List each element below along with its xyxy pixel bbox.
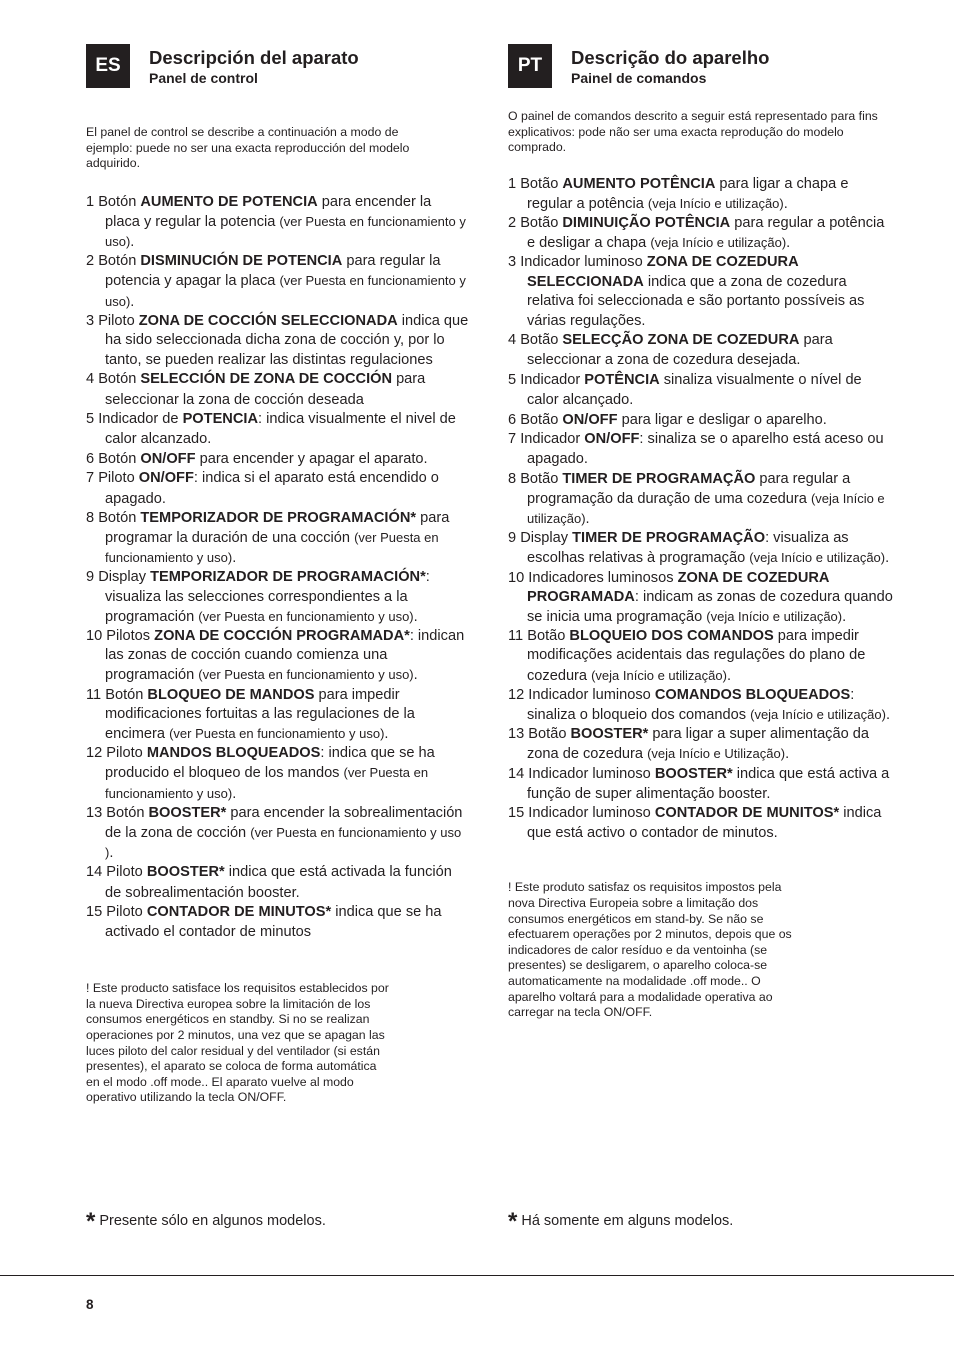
item-number: 1 (86, 193, 95, 210)
list-item (86, 627, 470, 686)
item-reference: (veja Início e utilização) (750, 706, 886, 722)
item-description: para regular la potencia y apagar la placa (105, 253, 441, 290)
list-item (508, 804, 893, 843)
list-item (508, 371, 893, 410)
item-control-name: DIMINUIÇÃO POTÊNCIA (562, 214, 731, 231)
item-prefix: Indicadores luminosos (528, 569, 678, 586)
item-description: para programar la duración de una cocción (105, 509, 450, 546)
item-number: 7 (508, 431, 517, 448)
item-number: 14 (508, 765, 525, 782)
section-subtitle-pt: Painel de comandos (571, 70, 707, 86)
item-control-name: BLOQUEIO DOS COMANDOS (569, 628, 774, 645)
item-reference: (ver Puesta en funcionamiento y uso) (105, 213, 466, 249)
item-description: para impedir modificaciones fortuitas a las regulaciones de la encimera (105, 686, 415, 742)
list-item (86, 312, 470, 371)
item-prefix: Botão (527, 628, 570, 645)
item-prefix: Botón (106, 804, 149, 821)
item-description: para encender y apagar el aparato. (195, 451, 428, 468)
item-prefix: Botón (105, 686, 148, 703)
item-reference: (veja Início e utilização) (591, 667, 727, 683)
asterisk-mark: * (86, 1208, 96, 1235)
item-prefix: Piloto (106, 745, 147, 762)
list-item (508, 627, 893, 686)
item-prefix: Botão (520, 411, 563, 428)
item-number: 2 (508, 214, 517, 231)
item-control-name: TEMPORIZADOR DE PROGRAMACIÓN* (140, 509, 417, 526)
item-control-name: TIMER DE PROGRAMAÇÃO (562, 470, 756, 487)
item-prefix: Indicador luminoso (528, 805, 655, 821)
item-reference: (ver Puesta en funcionamiento y uso) (105, 273, 466, 309)
item-number: 1 (508, 175, 517, 192)
item-control-name: BOOSTER* (146, 864, 225, 881)
list-item (86, 568, 470, 627)
item-control-name: MANDOS BLOQUEADOS (146, 745, 321, 762)
item-control-name: BOOSTER* (148, 804, 227, 821)
language-badge-pt: PT (508, 44, 552, 88)
list-item (86, 449, 470, 469)
section-subtitle-es: Panel de control (149, 70, 258, 86)
item-end: . (783, 195, 788, 212)
item-control-name: TEMPORIZADOR DE PROGRAMACIÓN* (150, 569, 426, 586)
section-header-pt (508, 44, 893, 92)
portuguese-column (508, 44, 893, 1021)
item-reference: (veja Início e utilização) (650, 235, 787, 251)
item-description: indica que se ha activado el contador de minutos (105, 903, 442, 941)
item-description: indica que a zona de cozedura relativa foi seleccionada e são portanto possíveis as várias regulações. (527, 273, 865, 329)
item-number: 14 (86, 864, 103, 881)
item-end: . (109, 845, 114, 862)
section-title-es: Descripción del aparato (149, 47, 359, 68)
item-number: 3 (86, 312, 95, 329)
item-number: 4 (508, 332, 517, 349)
item-prefix: Indicador (520, 431, 585, 448)
item-reference: (ver Puesta en funcionamiento y uso) (105, 765, 429, 801)
item-description: : sinaliza se o aparelho está aceso ou apagado. (527, 431, 884, 468)
list-item (86, 744, 470, 804)
item-end: . (786, 235, 791, 252)
list-item (508, 430, 893, 469)
list-item (508, 175, 893, 214)
control-list-es (86, 193, 470, 943)
item-reference: (ver Puesta en funcionamiento y uso ) (105, 825, 462, 861)
item-end: . (130, 233, 135, 250)
item-description: para seleccionar a zona de cozedura desejada. (527, 332, 833, 369)
item-reference: (ver Puesta en funcionamiento y uso) (169, 725, 385, 741)
standby-note-pt: ! Este produto satisfaz os requisitos impostos pela nova Directiva Europeia sobre a limitação dos consumos energéticos em stand-by. Se não se efectuarem operações por 2 minutos, depois que os indicadores de calor resíduo e da ventoinha (se presentes) se desligarem, o aparelho coloca-se automaticamente na modalidade .off mode.. O aparelho voltará para a modalidade operativa ao carregar na tecla ON/OFF. (508, 880, 792, 1020)
item-description: para regular a potência e desligar a chapa (527, 214, 885, 252)
item-prefix: Piloto (98, 312, 139, 329)
item-description: para encender la sobrealimentación de la zona de cocción (105, 804, 463, 841)
list-item (86, 469, 470, 508)
item-description: para impedir modificações acidentais das regulações do plano de cozedura (527, 628, 866, 684)
list-item (86, 863, 470, 902)
item-number: 6 (508, 411, 517, 428)
footer-divider (0, 1275, 954, 1276)
section-title-pt: Descrição do aparelho (571, 47, 770, 68)
list-item (86, 903, 470, 942)
item-description: : indica que se ha producido el bloqueo de los mandos (105, 745, 435, 782)
item-end: . (585, 510, 590, 527)
item-prefix: Botão (520, 214, 563, 231)
item-prefix: Display (98, 569, 151, 586)
item-description: : indican las zonas de cocción cuando comienza una programación (105, 627, 465, 684)
item-control-name: CONTADOR DE MUNITOS* (654, 805, 840, 821)
item-end: . (885, 550, 890, 567)
item-reference: (ver Puesta en funcionamiento y uso) (198, 608, 414, 624)
item-description: : indica si el aparato está encendido o apagado. (105, 470, 439, 507)
list-item (508, 725, 893, 764)
item-description: : indicam as zonas de cozedura quando se inicia uma programação (527, 588, 893, 625)
item-control-name: ZONA DE COCCIÓN SELECCIONADA (138, 312, 398, 329)
item-reference: (veja Início e utilização) (749, 550, 886, 566)
item-reference: (veja Início e Utilização) (647, 746, 786, 762)
item-prefix: Botão (520, 175, 563, 192)
item-prefix: Botão (520, 332, 563, 349)
item-prefix: Piloto (98, 470, 139, 487)
item-control-name: POTÊNCIA (584, 371, 660, 388)
item-control-name: ON/OFF (138, 470, 194, 487)
item-control-name: CONTADOR DE MINUTOS* (146, 903, 332, 920)
footnote-es (86, 1208, 326, 1235)
item-reference: (ver Puesta en funcionamiento y uso) (198, 667, 414, 683)
item-prefix: Indicador luminoso (520, 254, 647, 271)
item-prefix: Botão (528, 726, 571, 743)
item-control-name: BOOSTER* (570, 726, 649, 743)
item-prefix: Piloto (106, 864, 147, 881)
item-control-name: ON/OFF (562, 411, 618, 428)
list-item (508, 470, 893, 530)
item-description: sinaliza visualmente o nível de calor alcançado. (527, 371, 862, 408)
item-control-name: ZONA DE COCCIÓN PROGRAMADA* (154, 627, 410, 644)
item-reference: (ver Puesta en funcionamiento y uso) (105, 529, 439, 566)
item-description: : sinaliza o bloqueio dos comandos (527, 686, 855, 723)
item-control-name: COMANDOS BLOQUEADOS (654, 686, 851, 703)
item-number: 11 (508, 628, 524, 645)
list-item (508, 331, 893, 370)
item-control-name: TIMER DE PROGRAMAÇÃO (572, 530, 766, 547)
item-prefix: Botón (98, 451, 141, 468)
item-number: 5 (508, 371, 517, 388)
control-list-pt (508, 175, 893, 844)
list-item (86, 410, 470, 449)
item-description: indica que está activada la función de sobrealimentación booster. (105, 864, 452, 901)
item-prefix: Botón (98, 371, 141, 388)
item-prefix: Indicador (520, 371, 585, 388)
item-end: . (885, 706, 891, 723)
item-number: 12 (86, 745, 103, 762)
footnote-pt (508, 1208, 734, 1235)
item-description: : visualiza as escolhas relativas à programação (527, 530, 849, 567)
item-reference: (veja Início e utilização) (527, 490, 885, 526)
item-number: 13 (86, 804, 103, 821)
item-number: 8 (508, 470, 517, 487)
item-description: para regular a programação da duração de uma cozedura (527, 470, 851, 507)
item-end: . (413, 667, 418, 684)
item-prefix: Indicador luminoso (528, 765, 655, 782)
item-number: 15 (508, 805, 525, 821)
list-item (86, 370, 470, 409)
intro-text-es: El panel de control se describe a continuación a modo de ejemplo: puede no ser una exacta reproducción del modelo adquirido. (86, 125, 410, 170)
list-item (508, 569, 893, 628)
footnote-text-es: Presente sólo en algunos modelos. (99, 1213, 326, 1229)
item-number: 8 (86, 509, 95, 526)
item-prefix: Pilotos (106, 627, 155, 644)
item-description: para ligar e desligar o aparelho. (617, 411, 827, 428)
item-control-name: SELECÇÃO ZONA DE COZEDURA (562, 332, 800, 349)
item-control-name: ON/OFF (584, 431, 640, 448)
item-end: . (413, 608, 418, 625)
item-number: 4 (86, 371, 95, 388)
item-number: 13 (508, 726, 525, 743)
item-number: 15 (86, 903, 103, 920)
item-number: 3 (508, 254, 517, 271)
item-description: : indica visualmente el nivel de calor alcanzado. (105, 410, 456, 447)
item-end: . (232, 550, 237, 567)
item-reference: (veja Início e utilização) (706, 608, 843, 624)
list-item (508, 214, 893, 253)
item-description: para encender la placa y regular la potencia (105, 193, 432, 230)
item-number: 6 (86, 451, 95, 468)
item-prefix: Botão (520, 470, 563, 487)
item-control-name: AUMENTO POTÊNCIA (562, 175, 716, 192)
item-description: : visualiza las selecciones correspondientes a la programación (105, 569, 430, 625)
item-number: 9 (86, 569, 95, 586)
item-end: . (842, 608, 847, 625)
list-item (508, 686, 893, 725)
item-control-name: AUMENTO DE POTENCIA (140, 193, 318, 210)
item-number: 5 (86, 410, 95, 427)
item-end: . (384, 725, 389, 742)
item-number: 2 (86, 253, 95, 270)
list-item (86, 686, 470, 745)
item-control-name: BOOSTER* (654, 765, 733, 782)
item-description: indica que está activa a função de super alimentação booster. (527, 765, 890, 802)
item-control-name: BLOQUEO DE MANDOS (147, 686, 315, 703)
item-prefix: Botón (98, 253, 141, 270)
item-prefix: Indicador de (98, 410, 183, 427)
item-description: indica que está activo o contador de minutos. (527, 805, 882, 842)
section-header-es (86, 44, 470, 92)
intro-text-pt: O painel de comandos descrito a seguir está representado para fins explicativos: pode não ser uma exacta reprodução do modelo comprado. (508, 109, 878, 154)
item-description: indica que ha sido seleccionada dicha zona de cocción y, por lo tanto, se pueden realizar las distintas regulaciones (105, 312, 469, 369)
list-item (86, 509, 470, 569)
item-control-name: SELECCIÓN DE ZONA DE COCCIÓN (140, 371, 393, 388)
item-description: para ligar a chapa e regular a potência (527, 175, 849, 212)
list-item (86, 804, 470, 864)
item-control-name: ZONA DE COZEDURA SELECCIONADA (527, 254, 799, 290)
item-description: para ligar a super alimentação da zona de cozedura (527, 726, 870, 763)
list-item (86, 252, 470, 312)
item-end: . (130, 293, 135, 310)
item-number: 10 (86, 627, 103, 644)
item-prefix: Botón (98, 193, 141, 210)
list-item (508, 253, 893, 331)
item-end: . (726, 667, 731, 684)
list-item (86, 193, 470, 253)
footnote-text-pt: Há somente em alguns modelos. (521, 1213, 734, 1229)
list-item (508, 765, 893, 804)
language-badge-es: ES (86, 44, 130, 88)
item-prefix: Display (520, 530, 573, 547)
item-end: . (232, 785, 237, 802)
item-number: 10 (508, 569, 525, 586)
list-item (508, 410, 893, 430)
item-control-name: DISMINUCIÓN DE POTENCIA (140, 253, 343, 270)
spanish-column (86, 44, 470, 1106)
item-number: 11 (86, 686, 102, 703)
list-item (508, 529, 893, 568)
item-control-name: ZONA DE COZEDURA PROGRAMADA (527, 569, 829, 605)
item-number: 12 (508, 686, 525, 703)
standby-note-es: ! Este producto satisface los requisitos establecidos por la nueva Directiva europea sobre la limitación de los consumos energéticos en standby. Si no se realizan operaciones por 2 minutos, una vez que se apagan las luces piloto del calor residual y del ventilador (si están presentes), el aparato se coloca de forma automática en el modo .off mode.. El aparato vuelve al modo operativo utilizando la tecla ON/OFF. (86, 981, 389, 1105)
page-number: 8 (86, 1297, 94, 1312)
item-control-name: ON/OFF (140, 451, 196, 468)
item-number: 7 (86, 470, 95, 487)
item-reference: (veja Início e utilização) (647, 195, 784, 211)
item-end: . (785, 746, 790, 763)
asterisk-mark: * (508, 1208, 518, 1235)
item-prefix: Indicador luminoso (528, 686, 655, 703)
item-number: 9 (508, 530, 517, 547)
item-prefix: Botón (98, 509, 141, 526)
item-description: para seleccionar la zona de cocción deseada (105, 371, 426, 408)
item-prefix: Piloto (106, 903, 147, 920)
item-control-name: POTENCIA (182, 410, 258, 427)
